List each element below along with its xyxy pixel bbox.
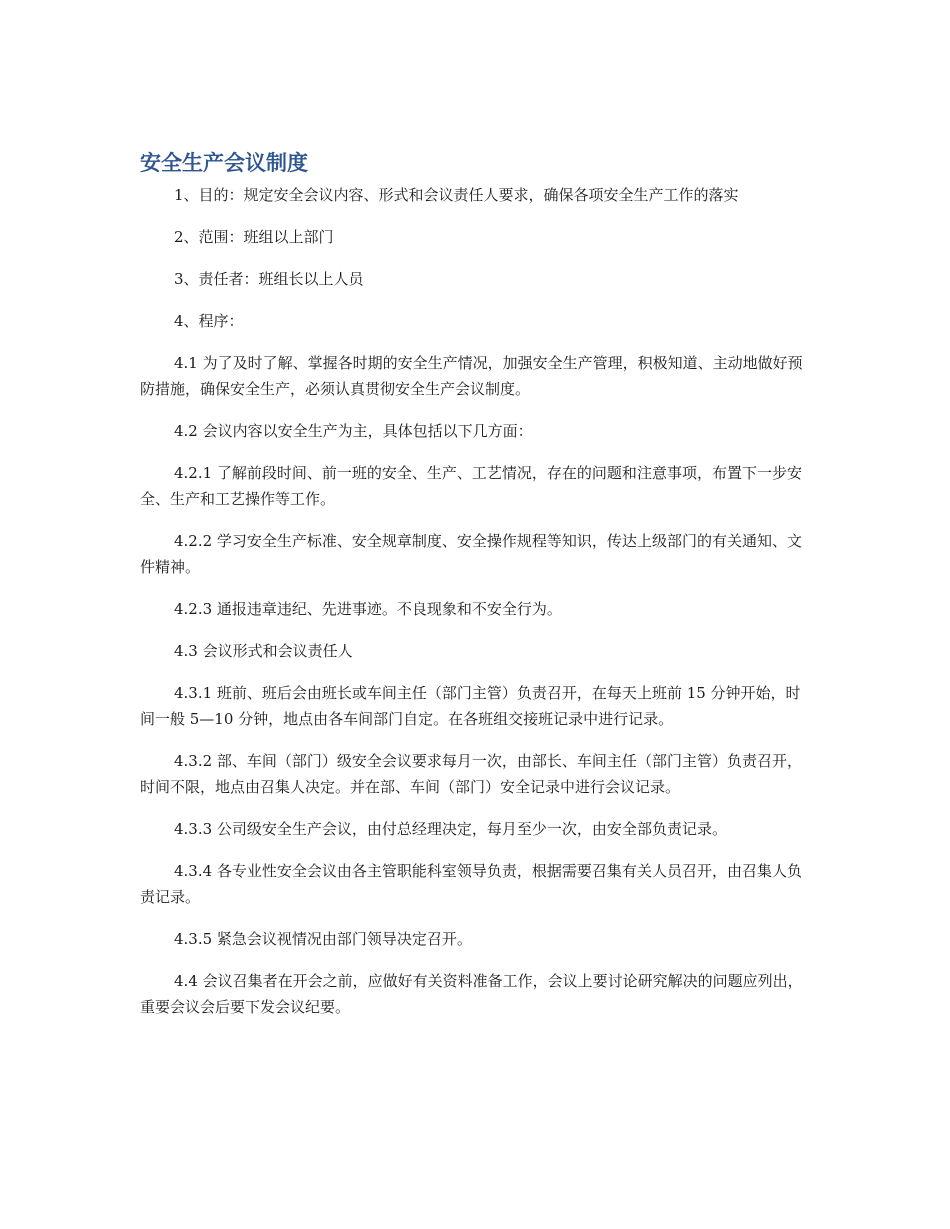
paragraph-4-3-4: 4.3.4 各专业性安全会议由各主管职能科室领导负责，根据需要召集有关人员召开，由召集人负责记录。 [140, 862, 802, 906]
paragraph-4-3-5: 4.3.5 紧急会议视情况由部门领导决定召开。 [174, 930, 472, 948]
paragraph-4-3-2: 4.3.2 部、车间（部门）级安全会议要求每月一次，由部长、车间主任（部门主管）负责召开，时间不限，地点由召集人决定。并在部、车间（部门）安全记录中进行会议记录。 [140, 752, 802, 796]
paragraph-4-3-3: 4.3.3 公司级安全生产会议，由付总经理决定，每月至少一次，由安全部负责记录。 [174, 820, 727, 838]
document-title: 安全生产会议制度 [140, 151, 308, 175]
paragraph-procedure: 4、程序： [174, 312, 244, 330]
paragraph-4-1: 4.1 为了及时了解、掌握各时期的安全生产情况，加强安全生产管理，积极知道、主动地做好预防措施，确保安全生产，必须认真贯彻安全生产会议制度。 [140, 354, 803, 398]
paragraph-responsible: 3、责任者：班组长以上人员 [174, 270, 364, 288]
paragraph-4-2-1: 4.2.1 了解前段时间、前一班的安全、生产、工艺情况，存在的问题和注意事项，布置下一步安全、生产和工艺操作等工作。 [140, 464, 802, 508]
document-body [140, 148, 812, 1036]
paragraph-4-2-2: 4.2.2 学习安全生产标准、安全规章制度、安全操作规程等知识，传达上级部门的有关通知、文件精神。 [140, 532, 802, 576]
paragraph-4-4: 4.4 会议召集者在开会之前，应做好有关资料准备工作，会议上要讨论研究解决的问题应列出，重要会议会后要下发会议纪要。 [140, 972, 803, 1016]
paragraph-purpose: 1、目的：规定安全会议内容、形式和会议责任人要求，确保各项安全生产工作的落实 [174, 186, 739, 204]
paragraph-4-3-1: 4.3.1 班前、班后会由班长或车间主任（部门主管）负责召开，在每天上班前 15 分钟开始，时间一般 5—10 分钟，地点由各车间部门自定。在各班组交接班记录中进行记录。 [140, 684, 801, 728]
paragraph-4-2: 4.2 会议内容以安全生产为主，具体包括以下几方面： [174, 422, 533, 440]
paragraph-4-2-3: 4.2.3 通报违章违纪、先进事迹。不良现象和不安全行为。 [174, 600, 562, 618]
paragraph-scope: 2、范围：班组以上部门 [174, 228, 334, 246]
paragraph-4-3: 4.3 会议形式和会议责任人 [174, 642, 353, 660]
